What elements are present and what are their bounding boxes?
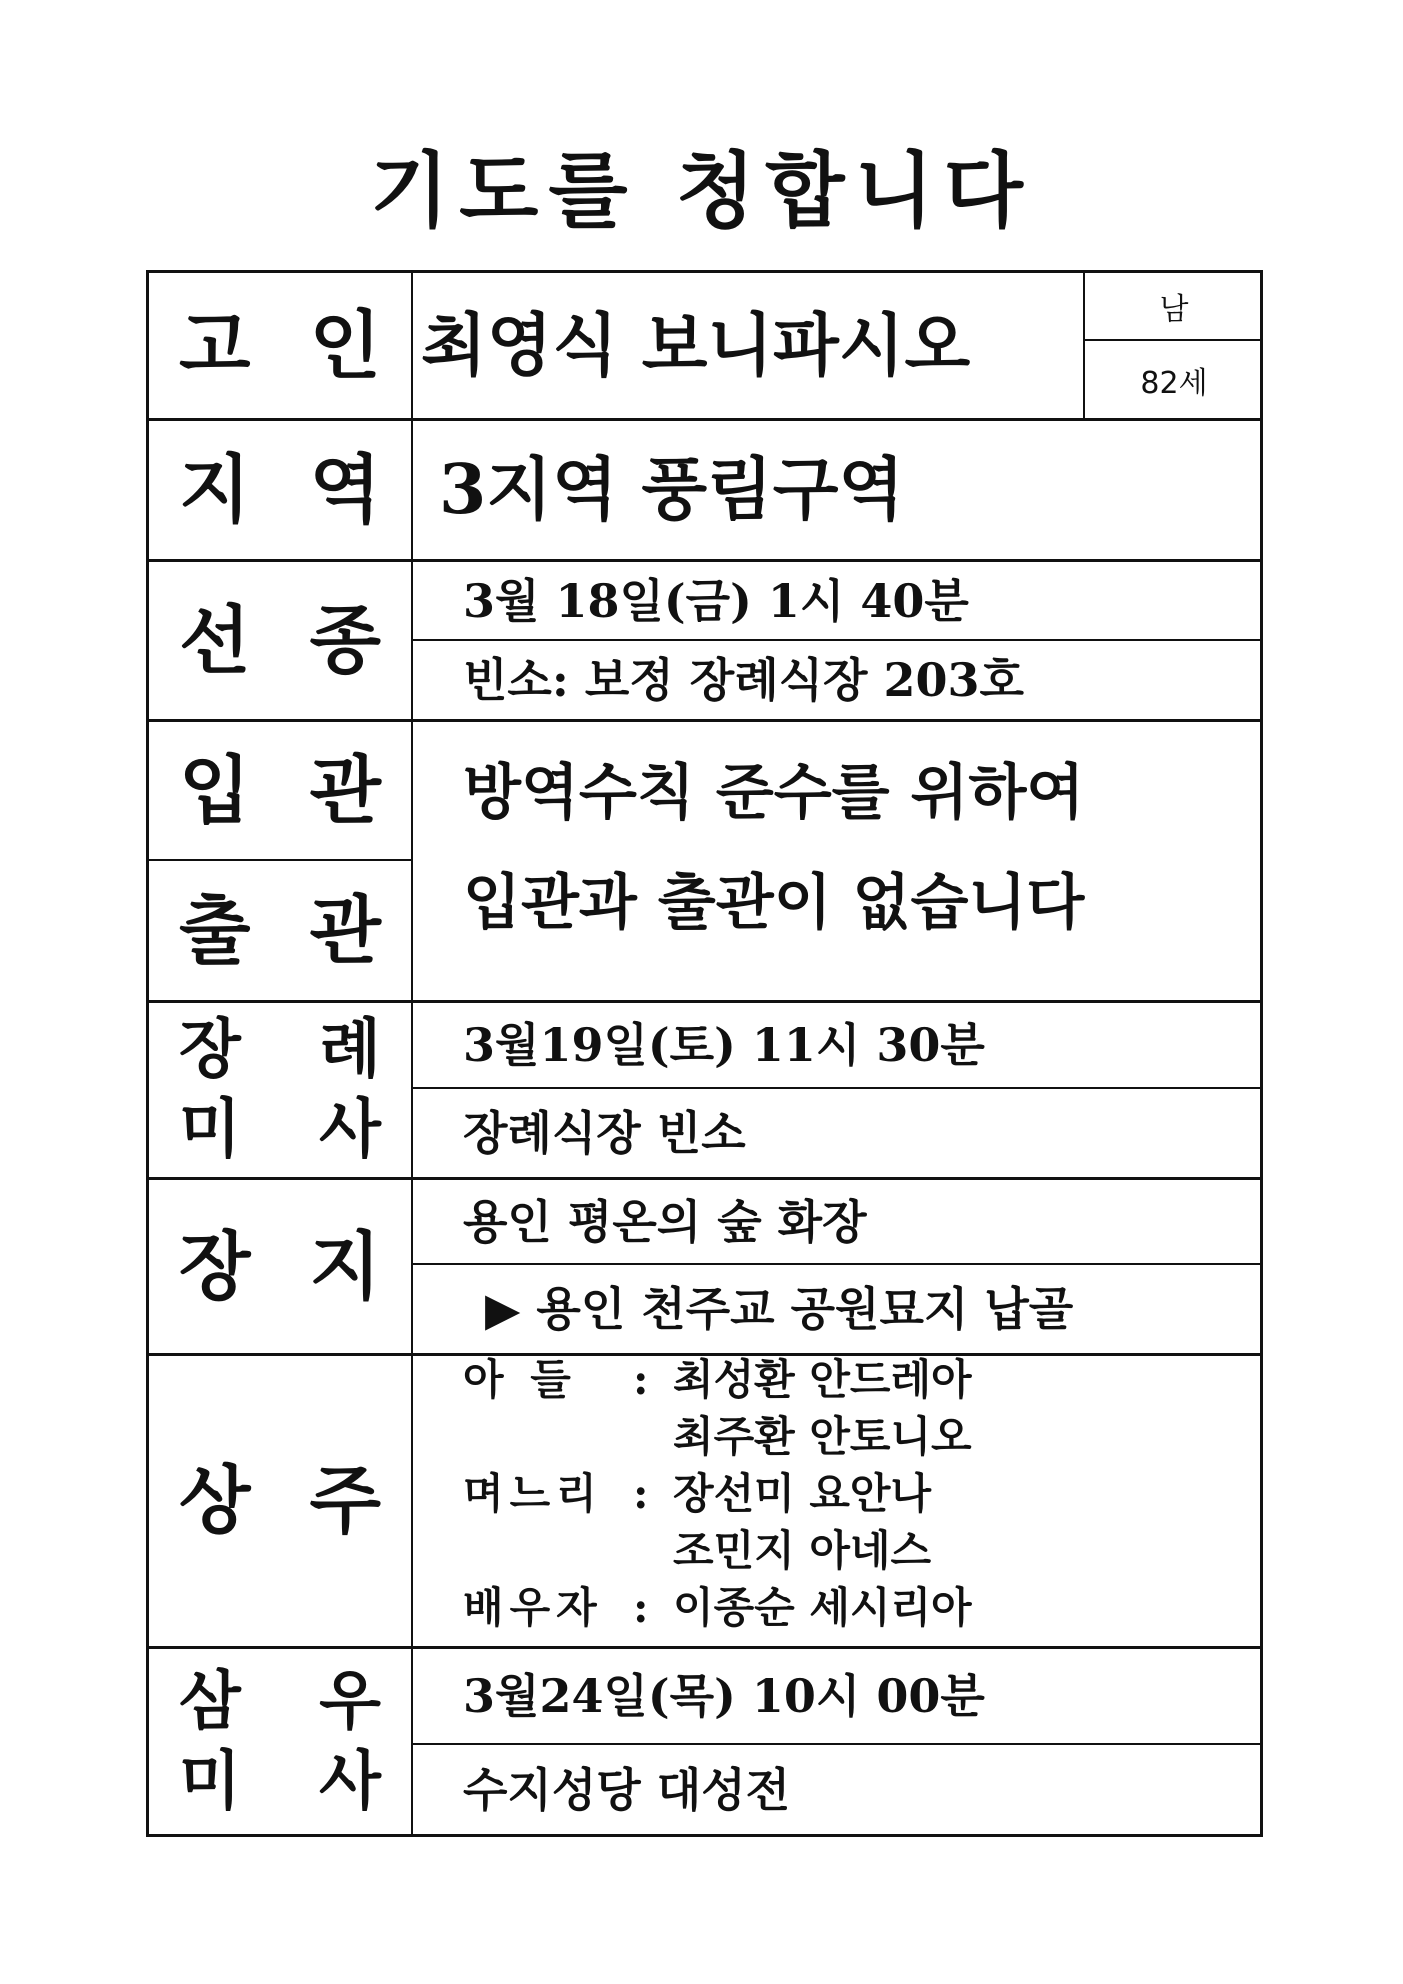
label-death: 선 종: [179, 597, 381, 684]
funeral-mass-place: 장례식장 빈소: [463, 1106, 746, 1160]
mortuary: 빈소: 보정 장례식장 203호: [463, 653, 1024, 707]
funeral-mass-datetime: 3월19일(토) 11시 30분: [463, 1018, 985, 1072]
label-encoffining: 입 관: [179, 747, 381, 834]
coffin-notice-line2: 입관과 출관이 없습니다: [463, 868, 1085, 938]
page-title: 기도를 청합니다: [369, 143, 1034, 239]
deceased-age: 82세: [1140, 365, 1208, 401]
coffin-notice-line1: 방역수칙 준수를 위하여: [463, 758, 1085, 828]
mourner-row: 며느리 : 장선미 요안나: [463, 1469, 932, 1518]
label-region: 지 역: [179, 447, 381, 533]
deceased-name: 최영식 보니파시오: [421, 305, 971, 386]
mourner-row: 아 들 : 최성환 안드레아: [463, 1355, 972, 1404]
column-divider: [411, 273, 413, 1834]
crematorium: 용인 평온의 숲 화장: [463, 1194, 867, 1249]
label-burial: 장 지: [179, 1223, 381, 1310]
third-day-mass-place: 수지성당 대성전: [463, 1762, 791, 1817]
label-deceased: 고 인: [179, 302, 381, 389]
notice-table: [146, 270, 1263, 1837]
ossuary: ▶ 용인 천주교 공원묘지 납골: [485, 1282, 1074, 1336]
third-day-mass-datetime: 3월24일(목) 10시 00분: [463, 1669, 985, 1723]
mourner-row: 최주환 안토니오: [673, 1412, 972, 1461]
label-departure: 출 관: [179, 887, 381, 974]
mourner-row: 배우자 : 이종순 세시리아: [463, 1583, 972, 1632]
label-third-day-mass: 삼 우 미 사: [179, 1663, 381, 1819]
death-datetime: 3월 18일(금) 1시 40분: [463, 573, 969, 628]
mourner-row: 조민지 아네스: [673, 1526, 932, 1575]
chief-mourners-list: [463, 1351, 1266, 1636]
label-funeral-mass: 장 례 미 사: [179, 1012, 381, 1167]
region-value: 3지역 풍림구역: [439, 450, 905, 530]
deceased-gender: 남: [1159, 292, 1189, 327]
label-chief-mourners: 상 주: [179, 1458, 381, 1544]
